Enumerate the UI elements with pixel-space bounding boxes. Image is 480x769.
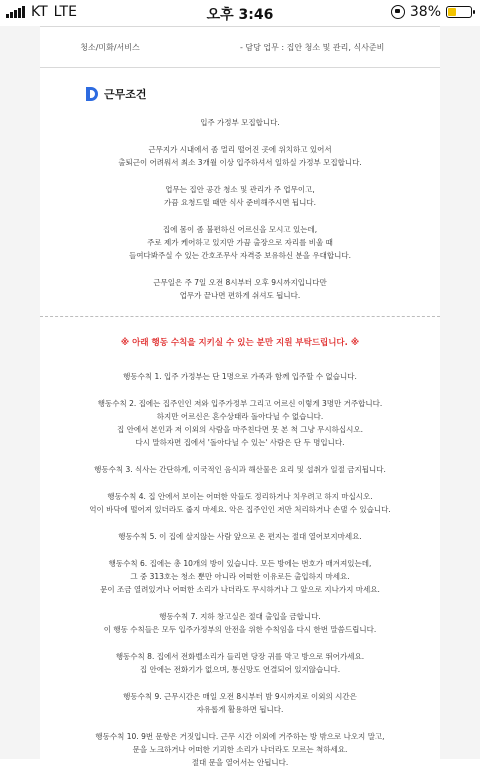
rule-paragraph [40,397,440,449]
condition-paragraph-line: 출퇴근이 어려워서 최소 3개월 이상 입주하셔서 일하실 가정부 모집합니다. [118,158,362,167]
rule-paragraph-line: 행동수칙 1. 입주 가정부는 단 1명으로 가족과 함께 입주할 수 없습니다. [123,372,357,381]
rule-paragraph-line: 행동수칙 4. 집 안에서 보이는 어떠한 악들도 정리하거나 치우려고 하지 마십시오. [107,492,373,501]
condition-paragraph [40,223,440,262]
condition-paragraph-line: 집에 몸이 좀 불편하신 어르신을 모시고 있는데, [162,225,318,234]
rule-paragraph [40,557,440,596]
duty-description: - 담당 업무 : 집안 청소 및 관리, 식사준비 [240,42,385,52]
d-logo-icon [86,87,98,101]
condition-paragraph-line: 근무지가 시내에서 좀 멀리 떨어진 곳에 위치하고 있어서 [148,145,332,154]
notice-text: ※ 아래 행동 수칙을 지키실 수 있는 분만 지원 부탁드립니다. ※ [120,338,360,348]
rule-paragraph-line: 행동수칙 5. 이 집에 살지않는 사람 앞으로 온 편지는 절대 열어보지마세요. [118,532,362,541]
rule-paragraph-line: 행동수칙 6. 집에는 총 10개의 방이 있습니다. 모든 방에는 번호가 매겨져있는데, [108,559,372,568]
condition-paragraph-line: 업무는 집안 공간 청소 및 관리가 주 업무이고, [165,185,315,194]
duty-category: 청소/미화/서비스 [80,42,140,52]
rule-paragraph [40,690,440,716]
rule-paragraph-line: 행동수칙 10. 9번 문항은 거짓입니다. 근무 시간 이외에 거주하는 방 밖으로 나오지 말고, [95,732,385,741]
battery-icon [446,6,472,18]
rule-paragraph [40,650,440,676]
rule-paragraph-line: 절대 문을 열어서는 안됩니다. [191,758,289,767]
carrier: KT [31,4,48,20]
rule-paragraph-line: 자유롭게 활용하면 됩니다. [196,705,284,714]
rule-paragraph [40,463,440,476]
work-conditions [40,116,440,302]
network-type: LTE [53,4,77,20]
rules-list [40,370,440,769]
status-bar [0,0,480,26]
rule-paragraph [40,370,440,383]
condition-paragraph [40,276,440,302]
rule-paragraph-line: 다시 말하자면 집에서 '돌아다닐 수 있는' 사람은 단 두 명입니다. [135,438,345,447]
rule-paragraph-line: 행동수칙 9. 근무시간은 매일 오전 8시부터 밤 9시까지로 이외의 시간은 [123,692,357,701]
rule-paragraph-line: 그 중 313호는 청소 뿐만 아니라 어떠한 이유로든 출입하지 마세요. [130,572,350,581]
rule-paragraph-line: 문이 조금 열려있거나 어떠한 소리가 나더라도 무시하거나 그 앞으로 지나가지 마세요. [100,585,380,594]
rule-paragraph-line: 이 행동 수칙들은 모두 입주가정부의 안전을 위한 수칙임을 다시 한번 말씀드립니다. [103,625,377,634]
rule-paragraph [40,530,440,543]
rule-paragraph-line: 행동수칙 3. 식사는 간단하게, 이국적인 음식과 해산물은 요리 및 섭취가 일절 금지됩니다. [94,465,386,474]
clock: 오후 3:46 [206,7,274,23]
condition-paragraph [40,183,440,209]
condition-paragraph-line: 근무일은 주 7일 오전 8시부터 오후 9시까지입니다만 [153,278,327,287]
rule-paragraph-line: 행동수칙 8. 집에서 전화벨소리가 들리면 당장 귀를 막고 방으로 뛰어가세요. [115,652,365,661]
condition-paragraph-line: 가끔 요청드릴 때만 식사 준비해주시면 됩니다. [164,198,316,207]
rule-paragraph [40,610,440,636]
rule-paragraph [40,730,440,769]
condition-paragraph [40,116,440,129]
rule-paragraph-line: 집 안에서 본인과 저 이외의 사람을 마주친다면 못 본 척 그냥 무시하십시오. [117,425,363,434]
condition-paragraph-line: 주로 제가 케어하고 있지만 가끔 출장으로 자리를 비울 때 [147,238,333,247]
rule-paragraph-line: 문을 노크하거나 어떠한 기괴한 소리가 나더라도 모르는 척하세요. [132,745,348,754]
condition-paragraph [40,143,440,169]
left-margin [0,26,40,759]
job-posting[interactable] [40,26,440,767]
right-margin [440,26,480,759]
condition-paragraph-line: 입주 가정부 모집합니다. [200,118,280,127]
duty-row [40,26,440,68]
rule-paragraph-line: 행동수칙 2. 집에는 집주인인 저와 입주가정부 그리고 어르신 이렇게 3명만 거주합니다. [97,399,383,408]
dashed-divider [40,316,440,317]
rule-paragraph-line: 행동수칙 7. 지하 창고실은 절대 출입을 금합니다. [159,612,321,621]
condition-paragraph-line: 업무가 끝나면 편하게 쉬셔도 됩니다. [179,291,301,300]
battery-percent: 38% [409,4,441,20]
rotation-lock-icon [391,5,405,19]
condition-paragraph-line: 들여다봐주실 수 있는 간호조무사 자격증 보유하신 분을 우대합니다. [129,251,351,260]
rule-paragraph-line: 하지만 어르신은 혼수상태라 돌아다닐 수 없습니다. [156,412,324,421]
status-right [391,4,472,20]
rule-paragraph-line: 억이 바닥에 떨어져 있더라도 줍지 마세요. 악은 집주인인 저만 처리하거나 손댈 수 있습니다. [89,505,391,514]
rule-paragraph-line: 집 안에는 전화기가 없으며, 통신망도 연결되어 있지않습니다. [139,665,341,674]
section-header [86,86,440,102]
section-title: 근무조건 [104,88,147,101]
rule-paragraph [40,490,440,516]
